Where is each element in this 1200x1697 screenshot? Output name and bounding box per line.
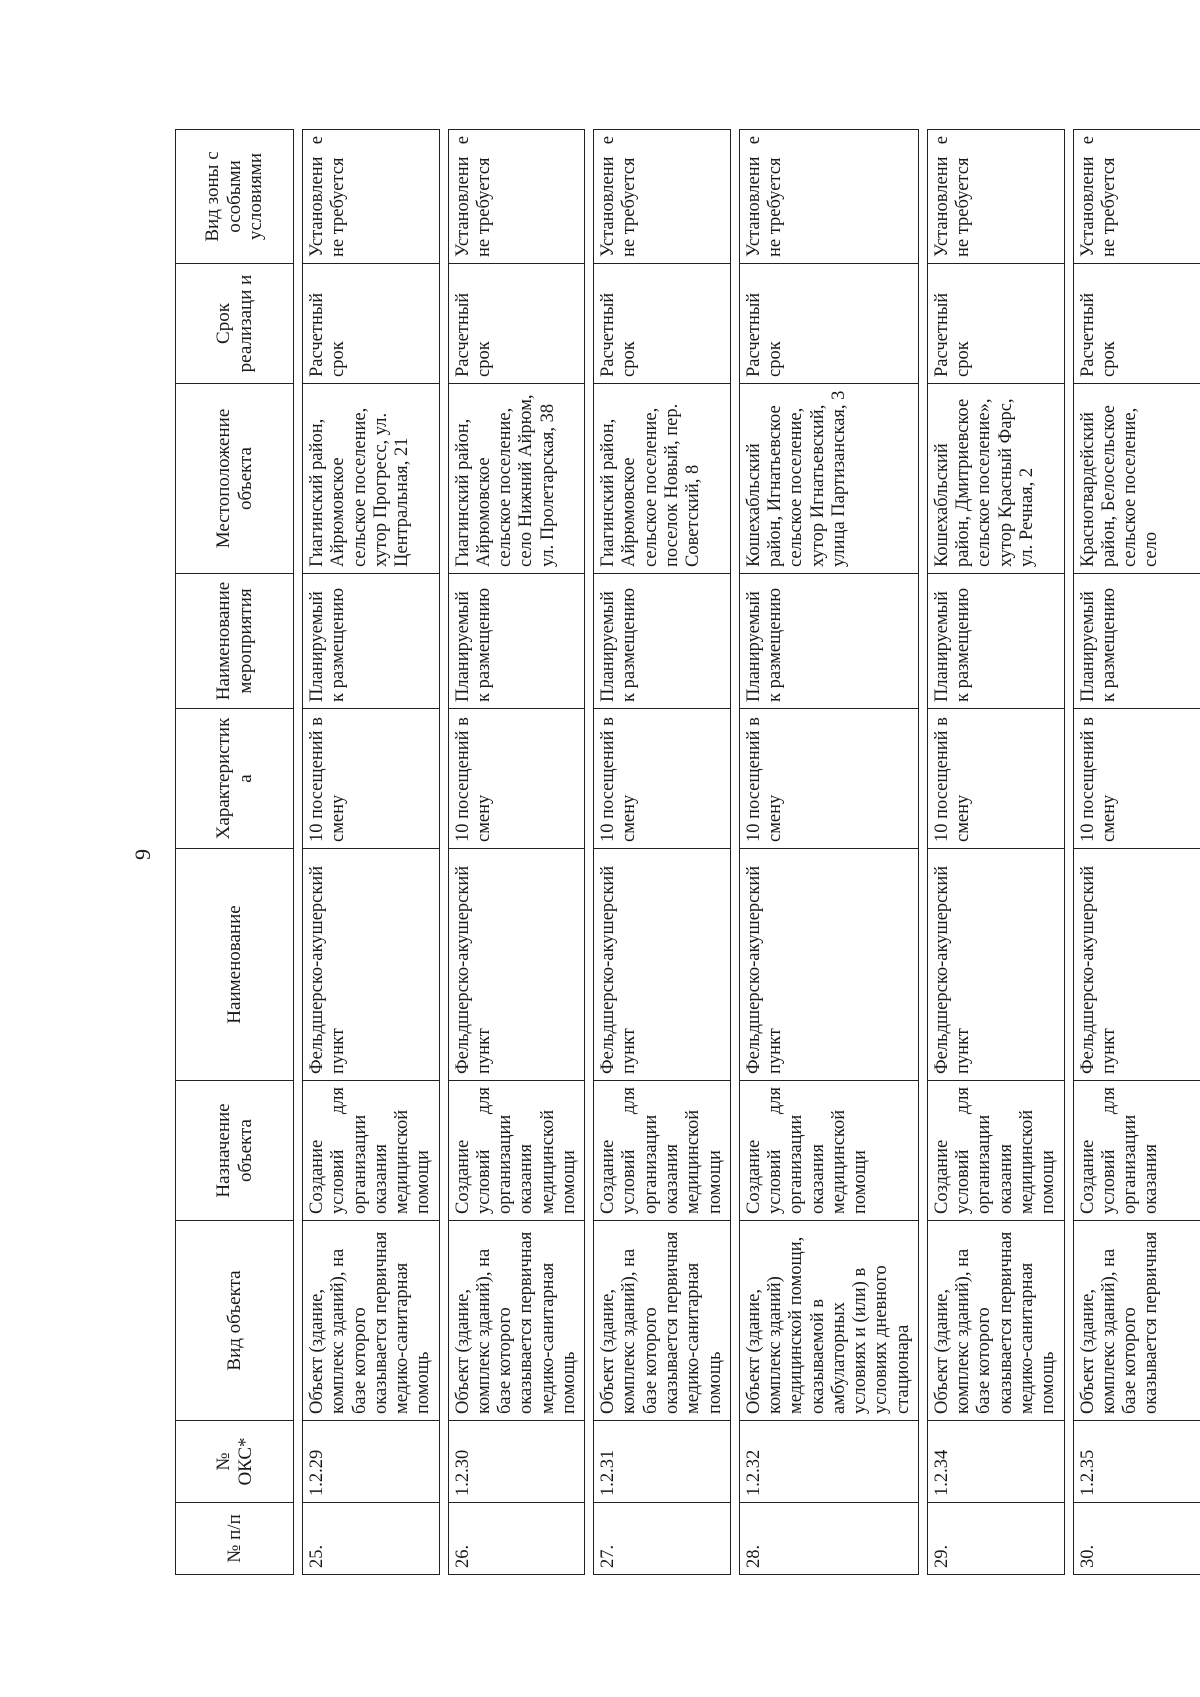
cell-characteristic: 10 посещений в смену	[594, 709, 731, 849]
cell-name: Фельдшерско-акушерский пункт	[927, 849, 1064, 1081]
header-purpose: Назначение объекта	[176, 1081, 294, 1221]
cell-num: 28.	[739, 1503, 918, 1575]
cell-oks: 1.2.32	[739, 1421, 918, 1503]
cell-location: Красногвардейский район, Белосельское сельское поселение, село	[1073, 384, 1200, 574]
objects-table	[175, 129, 1200, 1575]
table-container	[175, 130, 1162, 1575]
header-oks: № ОКС*	[176, 1421, 294, 1503]
header-location: Местоположение объекта	[176, 384, 294, 574]
cell-kind: Объект (здание, комплекс зданий), на базе которого оказывается первичная медико-санитарная помощь	[303, 1221, 440, 1421]
table-spacer	[730, 130, 739, 1575]
cell-location: Гиагинский район, Айрюмовское сельское поселение, хутор Прогресс, ул. Центральная, 21	[303, 384, 440, 574]
cell-num: 29.	[927, 1503, 1064, 1575]
table-row	[1073, 130, 1200, 1575]
cell-event: Планируемый к размещению	[594, 574, 731, 709]
cell-kind: Объект (здание, комплекс зданий), на базе которого оказывается первичная	[1073, 1221, 1200, 1421]
cell-term: Расчетный срок	[303, 264, 440, 384]
cell-location: Гиагинский район, Айрюмовское сельское поселение, поселок Новый, пер. Советский, 8	[594, 384, 731, 574]
table-row	[594, 130, 731, 1575]
cell-characteristic: 10 посещений в смену	[1073, 709, 1200, 849]
cell-event: Планируемый к размещению	[1073, 574, 1200, 709]
table-spacer	[294, 130, 303, 1575]
spacer-cell	[439, 130, 448, 1575]
cell-num: 25.	[303, 1503, 440, 1575]
table-header-row	[176, 130, 294, 1575]
cell-num: 30.	[1073, 1503, 1200, 1575]
cell-purpose: Создание условий для организации оказания медицинской помощи	[303, 1081, 440, 1221]
table-spacer	[585, 130, 594, 1575]
cell-zone: Установлени е не требуется	[927, 130, 1064, 264]
cell-purpose: Создание условий для организации оказания медицинской помощи	[594, 1081, 731, 1221]
cell-zone: Установлени е не требуется	[448, 130, 585, 264]
cell-name: Фельдшерско-акушерский пункт	[303, 849, 440, 1081]
spacer-cell	[294, 130, 303, 1575]
cell-oks: 1.2.30	[448, 1421, 585, 1503]
cell-zone: Установлени е не требуется	[303, 130, 440, 264]
table-row	[448, 130, 585, 1575]
cell-characteristic: 10 посещений в смену	[448, 709, 585, 849]
spacer-cell	[730, 130, 739, 1575]
cell-zone: Установлени е не требуется	[1073, 130, 1200, 264]
cell-num: 26.	[448, 1503, 585, 1575]
cell-purpose: Создание условий для организации оказания медицинской помощи	[448, 1081, 585, 1221]
table-spacer	[918, 130, 927, 1575]
cell-term: Расчетный срок	[927, 264, 1064, 384]
cell-zone: Установлени е не требуется	[594, 130, 731, 264]
cell-name: Фельдшерско-акушерский пункт	[1073, 849, 1200, 1081]
cell-term: Расчетный срок	[594, 264, 731, 384]
cell-oks: 1.2.31	[594, 1421, 731, 1503]
spacer-cell	[918, 130, 927, 1575]
cell-location: Кошехабльский район, Игнатьевское сельское поселение, хутор Игнатьевский, улица Партизанская, 3	[739, 384, 918, 574]
cell-purpose: Создание условий для организации оказания медицинской помощи	[739, 1081, 918, 1221]
cell-location: Гиагинский район, Айрюмовское сельское поселение, село Нижний Айрюм, ул. Пролетарская, 38	[448, 384, 585, 574]
cell-name: Фельдшерско-акушерский пункт	[594, 849, 731, 1081]
cell-term: Расчетный срок	[448, 264, 585, 384]
header-zone: Вид зоны с особыми условиями	[176, 130, 294, 264]
spacer-cell	[1064, 130, 1073, 1575]
header-event: Наименование мероприятия	[176, 574, 294, 709]
spacer-cell	[585, 130, 594, 1575]
header-term: Срок реализаци и	[176, 264, 294, 384]
cell-oks: 1.2.35	[1073, 1421, 1200, 1503]
table-spacer	[439, 130, 448, 1575]
page-number: 9	[130, 849, 155, 860]
cell-location: Кошехабльский район, Дмитриевское сельское поселение», хутор Красный Фарс, ул. Речная, 2	[927, 384, 1064, 574]
header-name: Наименование	[176, 849, 294, 1081]
cell-kind: Объект (здание, комплекс зданий), на базе которого оказывается первичная медико-санитарная помощь	[927, 1221, 1064, 1421]
cell-event: Планируемый к размещению	[927, 574, 1064, 709]
table-row	[739, 130, 918, 1575]
cell-kind: Объект (здание, комплекс зданий) медицинской помощи, оказываемой в амбулаторных условиях и (или) в условиях дневного стационара	[739, 1221, 918, 1421]
cell-oks: 1.2.34	[927, 1421, 1064, 1503]
cell-name: Фельдшерско-акушерский пункт	[739, 849, 918, 1081]
table-spacer	[1064, 130, 1073, 1575]
cell-term: Расчетный срок	[1073, 264, 1200, 384]
cell-name: Фельдшерско-акушерский пункт	[448, 849, 585, 1081]
cell-num: 27.	[594, 1503, 731, 1575]
header-kind: Вид объекта	[176, 1221, 294, 1421]
header-num: № п/п	[176, 1503, 294, 1575]
table-row	[927, 130, 1064, 1575]
cell-zone: Установлени е не требуется	[739, 130, 918, 264]
cell-characteristic: 10 посещений в смену	[927, 709, 1064, 849]
cell-characteristic: 10 посещений в смену	[739, 709, 918, 849]
cell-kind: Объект (здание, комплекс зданий), на базе которого оказывается первичная медико-санитарная помощь	[448, 1221, 585, 1421]
cell-kind: Объект (здание, комплекс зданий), на базе которого оказывается первичная медико-санитарная помощь	[594, 1221, 731, 1421]
cell-purpose: Создание условий для организации оказания	[1073, 1081, 1200, 1221]
cell-oks: 1.2.29	[303, 1421, 440, 1503]
header-characteristic: Характеристик а	[176, 709, 294, 849]
cell-event: Планируемый к размещению	[448, 574, 585, 709]
cell-purpose: Создание условий для организации оказания медицинской помощи	[927, 1081, 1064, 1221]
cell-event: Планируемый к размещению	[303, 574, 440, 709]
table-row	[303, 130, 440, 1575]
cell-characteristic: 10 посещений в смену	[303, 709, 440, 849]
cell-event: Планируемый к размещению	[739, 574, 918, 709]
cell-term: Расчетный срок	[739, 264, 918, 384]
